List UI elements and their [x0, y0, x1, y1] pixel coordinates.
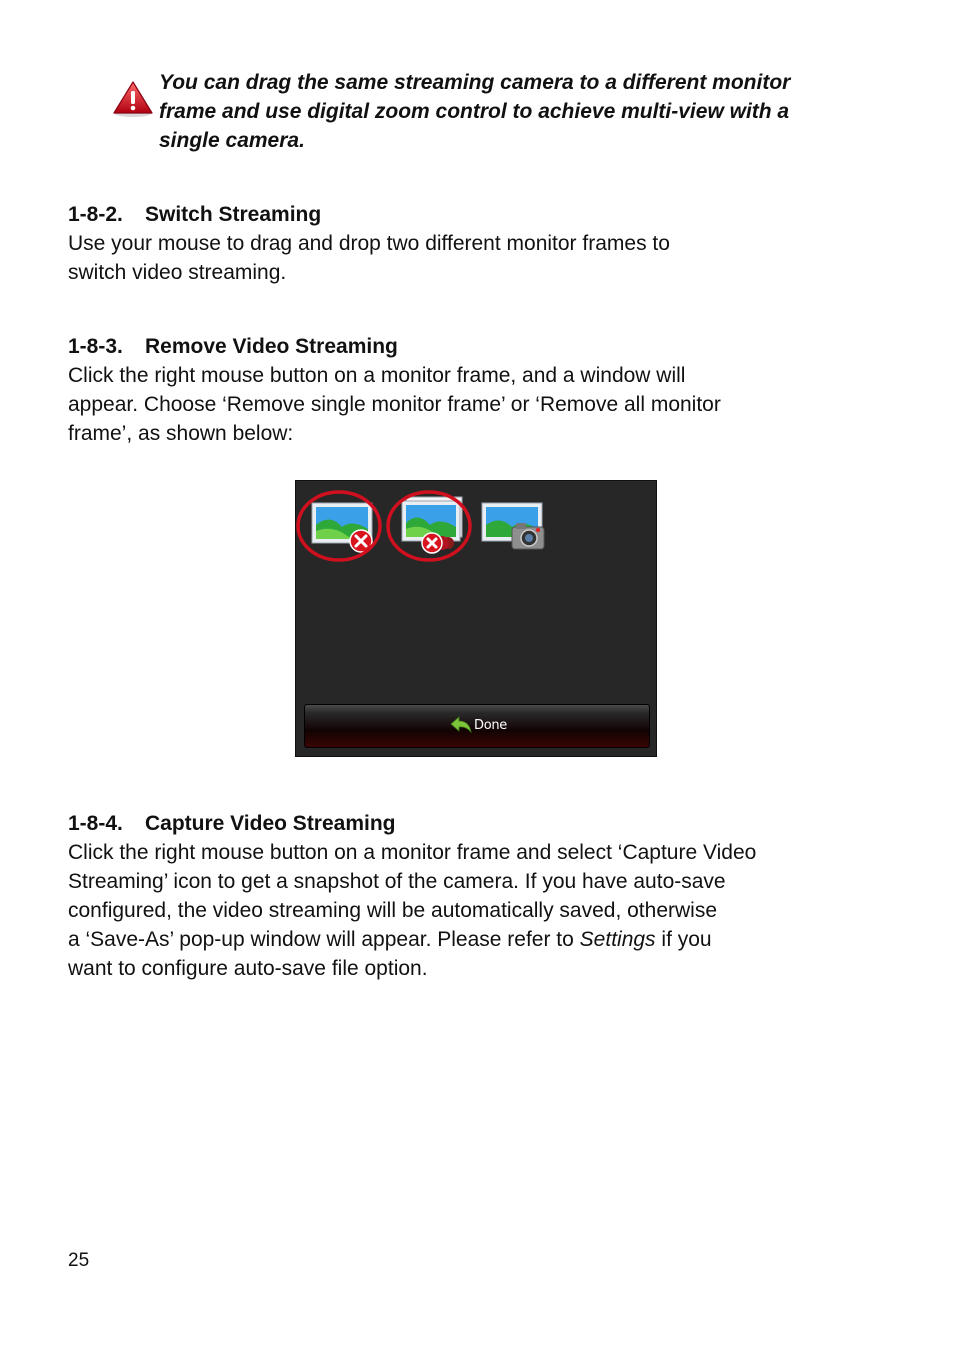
capture-snapshot-icon[interactable]	[476, 499, 548, 555]
remove-single-monitor-icon[interactable]	[296, 489, 386, 565]
body-line: appear. Choose ‘Remove single monitor frame’ or ‘Remove all monitor	[68, 393, 721, 416]
body-line	[68, 925, 868, 954]
body-line: Click the right mouse button on a monitor frame and select ‘Capture Video	[68, 841, 757, 864]
remove-all-monitor-icon[interactable]	[384, 489, 474, 565]
section-heading	[68, 332, 868, 361]
settings-reference: Settings	[579, 928, 656, 951]
page-number: 25	[68, 1250, 90, 1271]
body-line: Streaming’ icon to get a snapshot of the camera. If you have auto-save	[68, 870, 726, 893]
note-text	[159, 68, 839, 155]
body-text: if you	[655, 928, 712, 951]
back-arrow-icon	[450, 716, 472, 734]
done-button-content	[450, 716, 507, 734]
done-button[interactable]	[304, 704, 650, 748]
section-switch-streaming	[68, 200, 868, 287]
note-line: frame and use digital zoom control to achieve multi-view with a	[159, 100, 790, 123]
body-line: Click the right mouse button on a monitor frame, and a window will	[68, 364, 686, 387]
section-body	[68, 838, 868, 983]
section-number: 1-8-4.	[68, 812, 123, 835]
note-line: You can drag the same streaming camera to a different monitor	[159, 71, 791, 94]
body-line: frame’, as shown below:	[68, 422, 294, 445]
note-line: single camera.	[159, 129, 305, 152]
section-heading	[68, 200, 868, 229]
section-title: Switch Streaming	[145, 203, 322, 226]
body-line: configured, the video streaming will be automatically saved, otherwise	[68, 899, 718, 922]
body-line: switch video streaming.	[68, 261, 287, 284]
section-heading	[68, 809, 868, 838]
section-body	[68, 229, 868, 287]
context-menu-screenshot	[295, 480, 657, 757]
section-number: 1-8-2.	[68, 203, 123, 226]
section-capture-video-streaming	[68, 809, 868, 983]
section-title: Remove Video Streaming	[145, 335, 398, 358]
warning-triangle-icon	[112, 80, 154, 118]
section-title: Capture Video Streaming	[145, 812, 396, 835]
section-number: 1-8-3.	[68, 335, 123, 358]
section-remove-video-streaming	[68, 332, 868, 448]
section-body	[68, 361, 868, 448]
body-text: a ‘Save-As’ pop-up window will appear. Please refer to	[68, 928, 580, 951]
done-label: Done	[474, 717, 508, 733]
body-line: Use your mouse to drag and drop two different monitor frames to	[68, 232, 670, 255]
body-line: want to configure auto-save file option.	[68, 957, 428, 980]
